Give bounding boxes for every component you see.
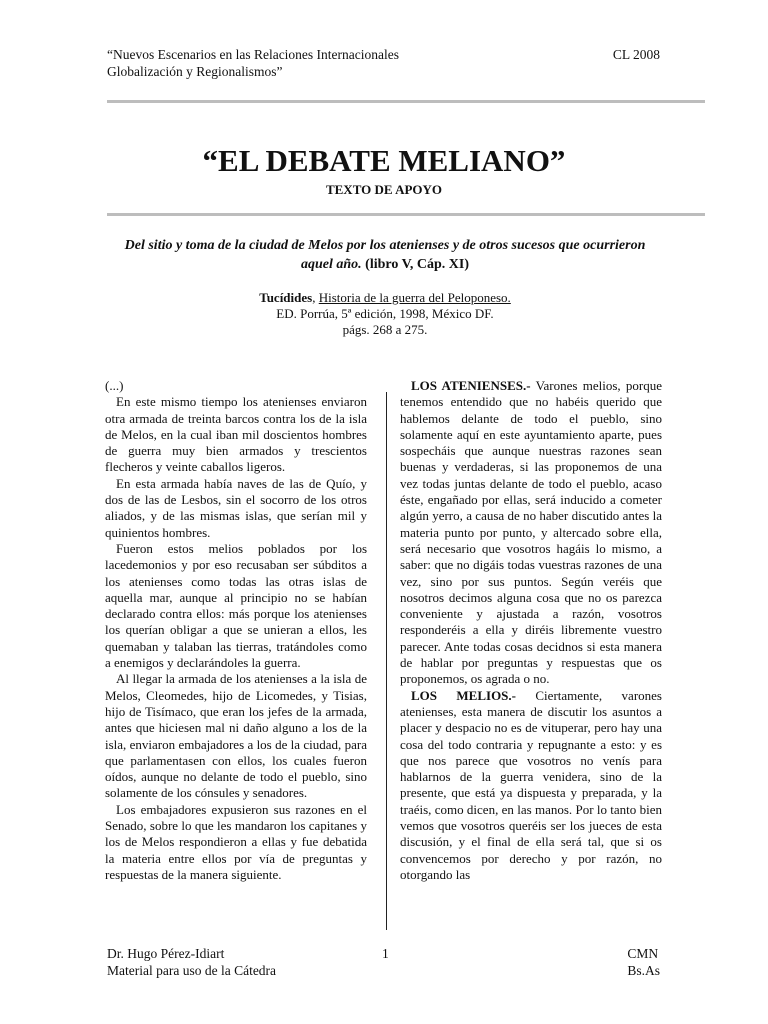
speaker-label: LOS MELIOS.- xyxy=(411,687,516,703)
title-divider xyxy=(107,213,705,216)
citation-author: Tucídides xyxy=(259,290,313,305)
paragraph: En esta armada había naves de las de Quío, y dos de las de Lesbos, sin el socorro de los otros aliados, y de las mismas islas, que serían mil y quinientos hombres. xyxy=(105,475,367,540)
document-subtitle: TEXTO DE APOYO xyxy=(325,182,443,197)
column-divider xyxy=(386,392,387,930)
footer-org-1: CMN xyxy=(627,946,659,961)
citation-separator: , xyxy=(312,290,319,305)
footer-right xyxy=(627,945,660,979)
dialogue-paragraph xyxy=(400,688,662,884)
paragraph: Fueron estos melios poblados por los lacedemonios y por eso recusaban ser súbditos a los atenienses como todas las otras islas de aquella mar, aunque al principio no se habían declarado contra ellos: más porque los atenienses los querían obligar a que se unieran a ellos, les quemaban y talaban las tierras, tratándoles como a enemigos y declarándoles la guerra. xyxy=(105,540,367,671)
intro-heading xyxy=(110,236,660,274)
paragraph: Los embajadores expusieron sus razones en el Senado, sobre lo que les mandaron los capitanes y los de Melos respondieron a ellas y fue debatida la materia entre ellos por vía de preguntas y respuestas de la manera siguiente. xyxy=(105,801,367,882)
header-line-1: “Nuevos Escenarios en las Relaciones Internacionales xyxy=(107,47,400,62)
footer-org-2: Bs.As xyxy=(627,963,660,978)
footer-author: Dr. Hugo Pérez-Idiart xyxy=(107,946,225,961)
dialogue-text: Varones melios, porque tenemos entendido que no habéis querido que hablemos delante de todo el pueblo, sino solamente aquí en este ayuntamiento aparte, pues sospecháis que aunque nuestras razones sean buenas y verdaderas, si las proponemos de una vez todas juntas delante de todo el pueblo, acaso éste, engañado por ellas, será inducido a cometer algún yerro, a causa de no haber discutido antes la materia punto por punto, y altercado sobre ella, será necesario que vosotros hagáis lo mismo, a saber: que no digáis todas vuestras razones de una vez, sino por sus puntos. Según veréis que nosotros decimos alguna cosa que no os parezca conveniente y ajustada a razón, vosotros responderéis a ella y diréis libremente vuestro parecer. Ante todas cosas decidnos si esta manera de hablar por preguntas y respuestas que os proponemos, os agrada o no. xyxy=(400,378,662,687)
header-code: CL 2008 xyxy=(612,47,660,62)
left-column xyxy=(105,378,367,883)
footer-note: Material para uso de la Cátedra xyxy=(107,963,277,978)
paragraph: En este mismo tiempo los atenienses enviaron otra armada de treinta barcos contra los de la isla de Melos, en la cual iban mil doscientos hombres de guerra muy bien armados y trescientos flecheros y veinte caballos ligeros. xyxy=(105,394,367,475)
right-column xyxy=(400,378,662,883)
citation xyxy=(110,290,660,338)
document-title: “EL DEBATE MELIANO” xyxy=(202,143,566,178)
footer-left xyxy=(107,945,276,979)
citation-line xyxy=(110,290,660,306)
speaker-label: LOS ATENIENSES.- xyxy=(411,378,531,393)
dialogue-text: Ciertamente, varones atenienses, esta manera de discutir los asuntos a placer y despacio no es de vituperar, pero hay una cosa del todo contraria y repugnante a esto: y es que nos parece que vosotros no venís para hablarnos de la guerra venidera, sino de la presente, que está ya dispuesta y preparada, y la traéis, como dicen, en las manos. Por lo tanto bien vemos que vosotros queréis ser los jueces de esta discusión, y el final de ella será tal, que si os convencemos por derecho y por razón, no otorgando las xyxy=(400,687,662,882)
citation-edition: ED. Porrúa, 5ª edición, 1998, México DF. xyxy=(276,306,494,321)
page-number: 1 xyxy=(382,946,389,961)
citation-work: Historia de la guerra del Peloponeso. xyxy=(318,290,511,305)
header-course-title xyxy=(107,46,527,80)
dialogue-paragraph xyxy=(400,378,662,688)
citation-pages: págs. 268 a 275. xyxy=(342,322,428,337)
intro-reference: (libro V, Cáp. XI) xyxy=(361,257,470,272)
ellipsis: (...) xyxy=(105,378,124,393)
paragraph: Al llegar la armada de los atenienses a la isla de Melos, Cleomedes, hijo de Licomedes, y Tisias, hijo de Tisímaco, que eran los jefes de la armada, antes que hiciesen mal ni daño alguno a los de la isla, enviaron embajadores a los de la ciudad, para que parlamentasen con ellos, los cuales fueron oídos, aunque no delante de todo el pueblo, sino solamente de los cónsules y senadores. xyxy=(105,671,367,801)
header-line-2: Globalización y Regionalismos” xyxy=(107,64,283,79)
intro-italic: Del sitio y toma de la ciudad de Melos por los atenienses y de otros sucesos que ocurrieron aquel año. xyxy=(124,238,646,272)
top-divider xyxy=(107,100,705,103)
